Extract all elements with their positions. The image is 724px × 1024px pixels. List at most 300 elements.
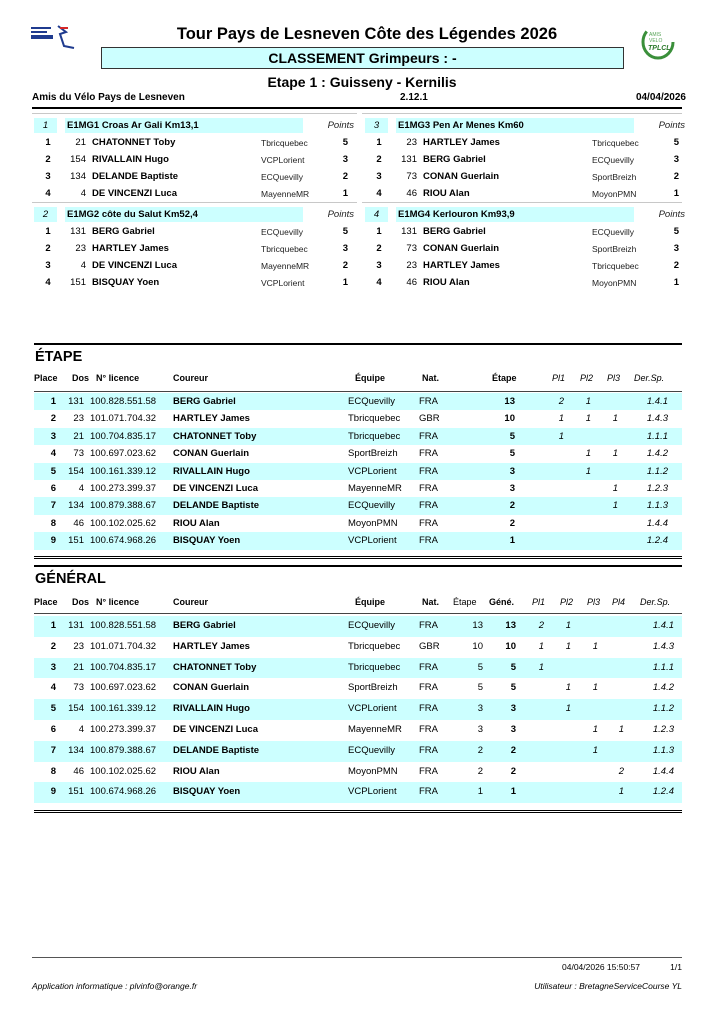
cell-der-sp: 1.1.1 bbox=[652, 661, 674, 673]
sprint-team: MoyonPMN bbox=[592, 189, 637, 199]
cell-place: 3 bbox=[50, 430, 56, 442]
cell-pl1: 2 bbox=[538, 620, 544, 631]
sprint-row bbox=[34, 223, 364, 240]
cell-etape: 1 bbox=[477, 786, 483, 798]
cell-rider: HARTLEY James bbox=[173, 413, 250, 425]
footer-app-info: Application informatique : plvinfo@orange.fr bbox=[32, 981, 198, 991]
sprint-rider: HARTLEY James bbox=[423, 137, 500, 148]
sprint-points: 3 bbox=[342, 243, 348, 254]
cell-place: 3 bbox=[50, 661, 56, 673]
cell-rider: RIVALLAIN Hugo bbox=[173, 703, 250, 715]
table-row bbox=[34, 410, 682, 427]
cell-rider: BERG Gabriel bbox=[173, 396, 236, 407]
cell-team: MoyonPMN bbox=[348, 765, 398, 777]
sprint-divider bbox=[32, 113, 357, 114]
sprint-rider: RIVALLAIN Hugo bbox=[92, 154, 169, 165]
cell-der-sp: 1.1.2 bbox=[646, 465, 668, 477]
cell-der-sp: 1.2.4 bbox=[646, 535, 668, 547]
sprint-rider: BERG Gabriel bbox=[423, 154, 486, 165]
sprint-rider: CHATONNET Toby bbox=[92, 137, 176, 148]
cell-place: 6 bbox=[50, 723, 56, 735]
sprint-place: 1 bbox=[45, 137, 51, 148]
cell-der-sp: 1.4.1 bbox=[652, 620, 674, 631]
table-row bbox=[34, 445, 682, 462]
cell-der-sp: 1.4.4 bbox=[652, 765, 674, 777]
etape-section-title: ÉTAPE bbox=[35, 349, 83, 365]
cell-team: Tbricquebec bbox=[348, 640, 401, 652]
cell-rider: BISQUAY Yoen bbox=[173, 786, 241, 798]
col-gene: Géné. bbox=[489, 597, 515, 607]
cell-rider: RIOU Alan bbox=[173, 765, 220, 777]
cell-rider: DE VINCENZI Luca bbox=[173, 723, 258, 735]
etape-header-rule bbox=[34, 391, 682, 392]
amis-du-velo-logo bbox=[640, 24, 676, 60]
cell-dos: 154 bbox=[68, 703, 84, 715]
sprint-row bbox=[365, 240, 695, 257]
sprint-rider: RIOU Alan bbox=[423, 188, 470, 199]
sprint-name: E1MG2 côte du Salut Km52,4 bbox=[65, 207, 303, 222]
cell-team: ECQuevilly bbox=[348, 620, 395, 631]
cell-general: 13 bbox=[505, 620, 516, 631]
cell-licence: 100.697.023.62 bbox=[90, 682, 157, 694]
cell-dos: 23 bbox=[73, 413, 84, 425]
cell-nat: FRA bbox=[419, 786, 438, 798]
sprint-points: 5 bbox=[673, 226, 679, 237]
cell-etape: 2 bbox=[509, 500, 515, 512]
cell-place: 2 bbox=[50, 413, 56, 425]
cell-pl1: 2 bbox=[558, 396, 564, 407]
cell-general: 5 bbox=[510, 661, 516, 673]
general-section-title: GÉNÉRAL bbox=[35, 571, 106, 587]
cell-pl4: 1 bbox=[618, 723, 624, 735]
cell-nat: FRA bbox=[419, 448, 438, 460]
col-equipe: Équipe bbox=[355, 597, 386, 607]
col-etape: Étape bbox=[453, 597, 477, 607]
cell-etape: 5 bbox=[509, 448, 515, 460]
sprint-rider: DE VINCENZI Luca bbox=[92, 260, 177, 271]
sprint-points-label: Points bbox=[327, 209, 354, 220]
sprint-block bbox=[365, 117, 695, 202]
cell-pl1: 1 bbox=[538, 640, 544, 652]
sprint-header bbox=[34, 206, 364, 223]
cell-der-sp: 1.2.4 bbox=[652, 786, 674, 798]
sprint-place: 2 bbox=[376, 243, 382, 254]
cell-team: ECQuevilly bbox=[348, 744, 395, 756]
col-pl4: Pl4 bbox=[612, 597, 626, 607]
sprint-team: VCPLorient bbox=[261, 155, 305, 165]
sprint-dos: 73 bbox=[406, 243, 417, 254]
sprint-points: 2 bbox=[673, 260, 679, 271]
sprint-points: 3 bbox=[673, 154, 679, 165]
sprint-row bbox=[365, 257, 695, 274]
sprint-team: MayenneMR bbox=[261, 261, 310, 271]
sprint-dos: 4 bbox=[80, 260, 86, 271]
cell-team: MayenneMR bbox=[348, 482, 402, 494]
cell-pl2: 1 bbox=[585, 448, 591, 460]
cell-der-sp: 1.2.3 bbox=[652, 723, 674, 735]
cell-etape: 1 bbox=[509, 535, 515, 547]
col-pl1: Pl1 bbox=[532, 597, 546, 607]
cell-der-sp: 1.4.2 bbox=[652, 682, 674, 694]
cell-etape: 13 bbox=[504, 396, 515, 407]
table-row bbox=[34, 658, 682, 679]
cell-der-sp: 1.4.3 bbox=[652, 640, 674, 652]
cell-etape: 3 bbox=[509, 482, 515, 494]
cell-nat: FRA bbox=[419, 465, 438, 477]
cell-nat: FRA bbox=[419, 661, 438, 673]
table-row bbox=[34, 720, 682, 741]
table-row bbox=[34, 428, 682, 445]
cell-pl1: 1 bbox=[538, 661, 544, 673]
cell-licence: 100.697.023.62 bbox=[90, 448, 157, 460]
col-place: Place bbox=[34, 597, 58, 607]
cell-dos: 151 bbox=[68, 535, 84, 547]
sprint-dos: 23 bbox=[406, 137, 417, 148]
sprint-dos: 21 bbox=[75, 137, 86, 148]
sprint-divider bbox=[32, 202, 357, 203]
cell-der-sp: 1.2.3 bbox=[646, 482, 668, 494]
sprint-team: MayenneMR bbox=[261, 189, 310, 199]
table-row bbox=[34, 532, 682, 549]
cell-pl2: 1 bbox=[565, 703, 571, 715]
sprint-points-label: Points bbox=[658, 120, 685, 131]
svg-text:VELO: VELO bbox=[649, 38, 663, 44]
sprint-row bbox=[365, 168, 695, 185]
col-pl3: Pl3 bbox=[587, 597, 601, 607]
sprint-row bbox=[34, 168, 364, 185]
cell-rider: BERG Gabriel bbox=[173, 620, 236, 631]
sprint-block bbox=[34, 206, 364, 291]
cell-der-sp: 1.1.2 bbox=[652, 703, 674, 715]
sprint-place: 3 bbox=[376, 171, 382, 182]
cell-team: SportBreizh bbox=[348, 448, 398, 460]
cell-licence: 100.879.388.67 bbox=[90, 500, 157, 512]
table-row bbox=[34, 782, 682, 803]
sprint-dos: 154 bbox=[70, 154, 86, 165]
cell-nat: FRA bbox=[419, 703, 438, 715]
cell-dos: 154 bbox=[68, 465, 84, 477]
cell-dos: 131 bbox=[68, 396, 84, 407]
sprint-dos: 46 bbox=[406, 277, 417, 288]
cell-pl1: 1 bbox=[558, 430, 564, 442]
col-pl3: Pl3 bbox=[607, 373, 621, 383]
cell-pl3: 1 bbox=[592, 640, 598, 652]
sprint-number: 4 bbox=[365, 207, 388, 222]
sprint-number: 1 bbox=[34, 118, 57, 133]
cell-team: Tbricquebec bbox=[348, 661, 401, 673]
cell-licence: 100.102.025.62 bbox=[90, 765, 157, 777]
sprint-row bbox=[34, 134, 364, 151]
sprint-dos: 131 bbox=[70, 226, 86, 237]
cell-nat: FRA bbox=[419, 482, 438, 494]
sprint-points: 5 bbox=[342, 226, 348, 237]
sprint-block bbox=[34, 117, 364, 202]
cell-etape: 5 bbox=[477, 682, 483, 694]
cell-etape: 5 bbox=[477, 661, 483, 673]
sprint-rider: CONAN Guerlain bbox=[423, 243, 500, 254]
cell-dos: 21 bbox=[73, 661, 84, 673]
sprint-dos: 23 bbox=[406, 260, 417, 271]
cell-licence: 100.674.968.26 bbox=[90, 786, 157, 798]
cell-licence: 100.828.551.58 bbox=[90, 620, 157, 631]
cell-rider: CONAN Guerlain bbox=[173, 682, 250, 694]
sprint-rider: BISQUAY Yoen bbox=[92, 277, 160, 288]
cell-place: 1 bbox=[50, 620, 56, 631]
cell-dos: 73 bbox=[73, 682, 84, 694]
sprint-place: 4 bbox=[45, 188, 51, 199]
col-dos: Dos bbox=[72, 597, 90, 607]
cell-pl2: 1 bbox=[585, 465, 591, 477]
sprint-team: Tbricquebec bbox=[592, 261, 639, 271]
sprint-place: 1 bbox=[45, 226, 51, 237]
cell-place: 7 bbox=[50, 500, 56, 512]
sprint-team: Tbricquebec bbox=[261, 244, 308, 254]
cell-licence: 100.704.835.17 bbox=[90, 430, 157, 442]
sprint-team: ECQuevilly bbox=[261, 227, 304, 237]
cell-nat: FRA bbox=[419, 517, 438, 529]
sprint-team: SportBreizh bbox=[592, 172, 637, 182]
sprint-points: 5 bbox=[342, 137, 348, 148]
club-name: Amis du Vélo Pays de Lesneven bbox=[32, 92, 185, 103]
cell-licence: 100.704.835.17 bbox=[90, 661, 157, 673]
cell-nat: FRA bbox=[419, 396, 438, 407]
cell-dos: 134 bbox=[68, 744, 84, 756]
sprint-dos: 23 bbox=[75, 243, 86, 254]
cell-place: 4 bbox=[50, 448, 56, 460]
cell-etape: 2 bbox=[477, 744, 483, 756]
cell-team: VCPLorient bbox=[348, 535, 397, 547]
sprint-divider bbox=[362, 113, 682, 114]
cell-team: VCPLorient bbox=[348, 786, 397, 798]
cell-nat: FRA bbox=[419, 620, 438, 631]
page-title: Tour Pays de Lesneven Côte des Légendes 2026 bbox=[176, 25, 558, 43]
report-date: 04/04/2026 bbox=[635, 92, 686, 103]
cell-dos: 46 bbox=[73, 517, 84, 529]
sprint-team: MoyonPMN bbox=[592, 278, 637, 288]
col-pl1: Pl1 bbox=[552, 373, 566, 383]
sprint-points: 2 bbox=[342, 260, 348, 271]
header-divider bbox=[32, 107, 682, 109]
sprint-points: 1 bbox=[673, 277, 679, 288]
sprint-rider: HARTLEY James bbox=[92, 243, 169, 254]
general-table-header bbox=[34, 594, 682, 610]
sprint-place: 3 bbox=[45, 260, 51, 271]
cell-licence: 101.071.704.32 bbox=[90, 413, 157, 425]
sprint-rider: DELANDE Baptiste bbox=[92, 171, 179, 182]
sprint-team: ECQuevilly bbox=[261, 172, 304, 182]
sprint-row bbox=[34, 257, 364, 274]
cell-pl3: 1 bbox=[612, 413, 618, 425]
cell-general: 2 bbox=[510, 744, 516, 756]
cell-der-sp: 1.4.4 bbox=[646, 517, 668, 529]
general-top-rule bbox=[34, 565, 682, 567]
cell-licence: 100.273.399.37 bbox=[90, 723, 157, 735]
sprint-row bbox=[365, 274, 695, 291]
sprint-name: E1MG4 Kerlouron Km93,9 bbox=[396, 207, 634, 222]
sprint-header bbox=[365, 117, 695, 134]
sprint-row bbox=[34, 274, 364, 291]
sprint-dos: 131 bbox=[401, 154, 417, 165]
cell-place: 6 bbox=[50, 482, 56, 494]
table-row bbox=[34, 515, 682, 532]
cell-place: 1 bbox=[50, 396, 56, 407]
cell-nat: FRA bbox=[419, 535, 438, 547]
col-nat: Nat. bbox=[422, 373, 440, 383]
cell-place: 8 bbox=[50, 765, 56, 777]
classement-banner: CLASSEMENT Grimpeurs : - bbox=[101, 47, 624, 69]
cell-rider: RIVALLAIN Hugo bbox=[173, 465, 250, 477]
cell-general: 1 bbox=[510, 786, 516, 798]
sprint-rider: BERG Gabriel bbox=[92, 226, 155, 237]
cell-etape: 3 bbox=[477, 703, 483, 715]
col-coureur: Coureur bbox=[173, 597, 209, 607]
cell-place: 9 bbox=[50, 535, 56, 547]
cell-general: 2 bbox=[510, 765, 516, 777]
cell-pl3: 1 bbox=[592, 682, 598, 694]
cell-licence: 100.102.025.62 bbox=[90, 517, 157, 529]
cell-pl2: 1 bbox=[585, 413, 591, 425]
sprint-place: 2 bbox=[45, 154, 51, 165]
col-licence: N° licence bbox=[96, 373, 140, 383]
cell-licence: 100.828.551.58 bbox=[90, 396, 157, 407]
col-der: Der.Sp. bbox=[640, 597, 671, 607]
cell-licence: 100.161.339.12 bbox=[90, 465, 157, 477]
cell-pl2: 1 bbox=[565, 620, 571, 631]
sprint-place: 3 bbox=[45, 171, 51, 182]
cell-etape: 3 bbox=[509, 465, 515, 477]
sprint-place: 4 bbox=[45, 277, 51, 288]
general-table-end bbox=[34, 810, 682, 813]
cell-team: MayenneMR bbox=[348, 723, 402, 735]
col-pl2: Pl2 bbox=[580, 373, 594, 383]
col-licence: N° licence bbox=[96, 597, 140, 607]
cell-nat: FRA bbox=[419, 765, 438, 777]
sprint-points: 1 bbox=[673, 188, 679, 199]
cell-etape: 2 bbox=[477, 765, 483, 777]
cell-licence: 100.273.399.37 bbox=[90, 482, 157, 494]
cell-dos: 46 bbox=[73, 765, 84, 777]
table-row bbox=[34, 480, 682, 497]
cell-rider: DELANDE Baptiste bbox=[173, 744, 260, 756]
cell-place: 8 bbox=[50, 517, 56, 529]
sprint-row bbox=[365, 151, 695, 168]
col-dos: Dos bbox=[72, 373, 90, 383]
cell-rider: HARTLEY James bbox=[173, 640, 250, 652]
col-place: Place bbox=[34, 373, 58, 383]
cell-der-sp: 1.1.1 bbox=[646, 430, 668, 442]
sprint-team: SportBreizh bbox=[592, 244, 637, 254]
sprint-place: 2 bbox=[376, 154, 382, 165]
cell-dos: 131 bbox=[68, 620, 84, 631]
sprint-place: 4 bbox=[376, 188, 382, 199]
cell-der-sp: 1.1.3 bbox=[652, 744, 674, 756]
table-row bbox=[34, 637, 682, 658]
cell-place: 4 bbox=[50, 682, 56, 694]
cell-rider: CONAN Guerlain bbox=[173, 448, 250, 460]
cell-nat: FRA bbox=[419, 723, 438, 735]
cell-dos: 4 bbox=[78, 482, 84, 494]
general-table-body bbox=[34, 616, 682, 803]
sprint-points: 3 bbox=[342, 154, 348, 165]
table-row bbox=[34, 678, 682, 699]
cell-pl3: 1 bbox=[612, 482, 618, 494]
cell-etape: 10 bbox=[472, 640, 483, 652]
footer-user-info: Utilisateur : BretagneServiceCourse YL bbox=[534, 981, 682, 991]
version-label: 2.12.1 bbox=[400, 92, 428, 103]
sprint-name: E1MG1 Croas Ar Gali Km13,1 bbox=[65, 118, 303, 133]
table-row bbox=[34, 393, 682, 410]
cell-pl2: 1 bbox=[565, 682, 571, 694]
sprint-team: VCPLorient bbox=[261, 278, 305, 288]
cell-dos: 23 bbox=[73, 640, 84, 652]
col-der: Der.Sp. bbox=[634, 373, 665, 383]
cell-dos: 73 bbox=[73, 448, 84, 460]
cell-pl3: 1 bbox=[592, 744, 598, 756]
cell-der-sp: 1.4.1 bbox=[646, 396, 668, 407]
table-row bbox=[34, 497, 682, 514]
page-number: 1/1 bbox=[670, 962, 682, 972]
table-row bbox=[34, 616, 682, 637]
sprint-points: 5 bbox=[673, 137, 679, 148]
cell-rider: RIOU Alan bbox=[173, 517, 220, 529]
etape-table-body bbox=[34, 393, 682, 550]
cell-rider: DELANDE Baptiste bbox=[173, 500, 260, 512]
cell-team: ECQuevilly bbox=[348, 500, 395, 512]
table-row bbox=[34, 699, 682, 720]
sprint-row bbox=[365, 185, 695, 202]
sprint-name: E1MG3 Pen Ar Menes Km60 bbox=[396, 118, 634, 133]
sprint-rider: CONAN Guerlain bbox=[423, 171, 500, 182]
etape-table-header bbox=[34, 370, 682, 386]
sprint-rider: RIOU Alan bbox=[423, 277, 470, 288]
cell-team: VCPLorient bbox=[348, 465, 397, 477]
cell-dos: 4 bbox=[78, 723, 84, 735]
cell-place: 5 bbox=[50, 703, 56, 715]
sprint-header bbox=[34, 117, 364, 134]
cell-der-sp: 1.4.3 bbox=[646, 413, 668, 425]
col-pl2: Pl2 bbox=[560, 597, 574, 607]
cell-team: VCPLorient bbox=[348, 703, 397, 715]
col-nat: Nat. bbox=[422, 597, 440, 607]
cell-team: Tbricquebec bbox=[348, 430, 401, 442]
sprint-place: 3 bbox=[376, 260, 382, 271]
cell-nat: FRA bbox=[419, 682, 438, 694]
sprint-row bbox=[34, 240, 364, 257]
cell-general: 3 bbox=[510, 723, 516, 735]
cell-nat: GBR bbox=[419, 640, 440, 652]
sprint-points-label: Points bbox=[327, 120, 354, 131]
cell-licence: 100.161.339.12 bbox=[90, 703, 157, 715]
sprint-dos: 46 bbox=[406, 188, 417, 199]
logo-text: TPLCL bbox=[648, 45, 671, 52]
cell-general: 10 bbox=[505, 640, 516, 652]
sprint-points: 2 bbox=[342, 171, 348, 182]
sprint-row bbox=[34, 185, 364, 202]
col-equipe: Équipe bbox=[355, 373, 386, 383]
cell-rider: CHATONNET Toby bbox=[173, 661, 257, 673]
general-header-rule bbox=[34, 613, 682, 614]
cell-licence: 101.071.704.32 bbox=[90, 640, 157, 652]
cell-der-sp: 1.4.2 bbox=[646, 448, 668, 460]
sprint-number: 3 bbox=[365, 118, 388, 133]
sprint-rider: HARTLEY James bbox=[423, 260, 500, 271]
cell-nat: FRA bbox=[419, 744, 438, 756]
sprint-block bbox=[365, 206, 695, 291]
sprint-points: 2 bbox=[673, 171, 679, 182]
sprint-team: Tbricquebec bbox=[261, 138, 308, 148]
cell-pl3: 1 bbox=[592, 723, 598, 735]
sprint-row bbox=[34, 151, 364, 168]
